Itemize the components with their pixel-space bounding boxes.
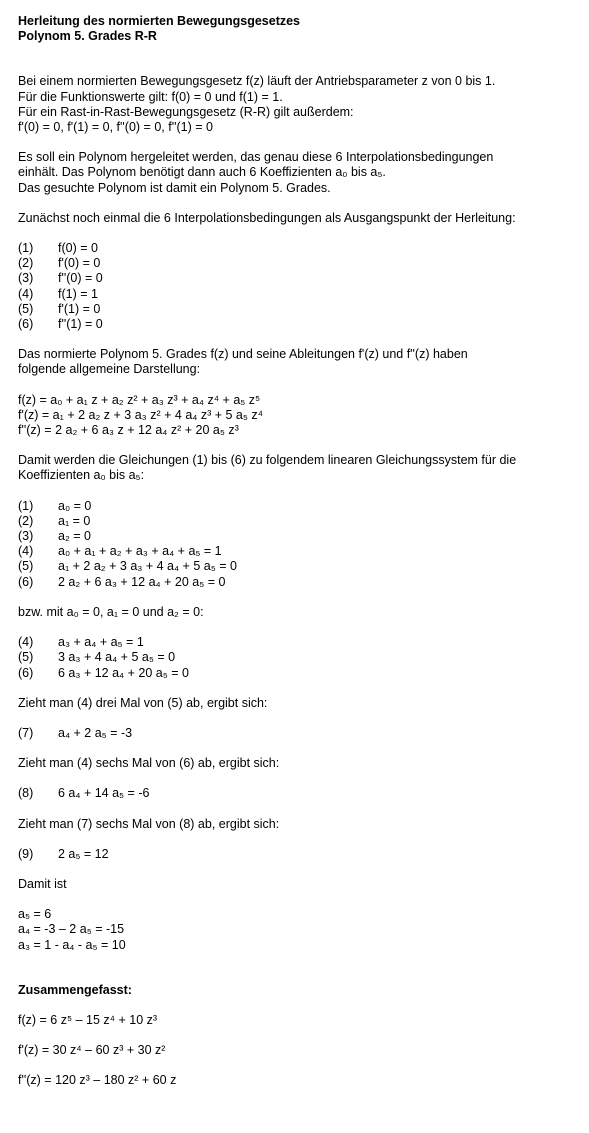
equation-number: (1): [18, 241, 34, 256]
equation-expression: f(0) = 0: [58, 241, 98, 256]
formula-f-prime: f'(z) = a₁ + 2 a₂ z + 3 a₃ z² + 4 a₄ z³ + 5 a₅ z⁴: [18, 407, 264, 422]
equation-row-7: [18, 726, 578, 741]
equation-expression: a₁ = 0: [58, 513, 91, 528]
equation-number: (7): [18, 725, 34, 740]
step-7-text: Zieht man (4) drei Mal von (5) ab, ergibt sich:: [18, 695, 268, 710]
title-line-2: Polynom 5. Grades R-R: [18, 29, 157, 44]
damit-text: Damit ist: [18, 876, 67, 891]
paragraph-line: Das gesuchte Polynom ist damit ein Polynom 5. Grades.: [18, 180, 331, 195]
result-a4: a₄ = -3 – 2 a₅ = -15: [18, 922, 125, 937]
equation-number: (5): [18, 301, 34, 316]
paragraph-line: folgende allgemeine Darstellung:: [18, 362, 201, 377]
paragraph-line: einhält. Das Polynom benötigt dann auch 6 Koeffizienten a₀ bis a₅.: [18, 165, 386, 180]
summary-f-double-prime: f''(z) = 120 z³ – 180 z² + 60 z: [18, 1073, 177, 1088]
result-a3: a₃ = 1 - a₄ - a₅ = 10: [18, 937, 126, 952]
summary-title: Zusammengefasst:: [18, 982, 132, 997]
equation-row-8: [18, 786, 578, 801]
equation-row: [18, 271, 578, 286]
equation-expression: a₁ + 2 a₂ + 3 a₃ + 4 a₄ + 5 a₅ = 0: [58, 559, 237, 574]
equation-number: (2): [18, 513, 34, 528]
summary-formulas: [18, 1013, 578, 1089]
equation-row: [18, 666, 578, 681]
summary-f: f(z) = 6 z⁵ – 15 z⁴ + 10 z³: [18, 1012, 158, 1027]
equation-expression: 6 a₄ + 14 a₅ = -6: [58, 786, 150, 801]
equation-number: (4): [18, 635, 34, 650]
intro-line: Bei einem normierten Bewegungsgesetz f(z) läuft der Antriebsparameter z von 0 bis 1.: [18, 74, 496, 89]
conditions-intro: Zunächst noch einmal die 6 Interpolationsbedingungen als Ausgangspunkt der Herleitung:: [18, 210, 516, 225]
equation-expression: a₂ = 0: [58, 529, 92, 544]
equation-row: [18, 256, 578, 271]
equation-row: [18, 575, 578, 590]
equation-row: [18, 317, 578, 332]
equation-number: (4): [18, 286, 34, 301]
summary-f-prime: f'(z) = 30 z⁴ – 60 z³ + 30 z²: [18, 1043, 166, 1058]
equation-expression: f(1) = 1: [58, 286, 98, 301]
equation-number: (6): [18, 665, 34, 680]
formula-f-double-prime: f''(z) = 2 a₂ + 6 a₃ z + 12 a₄ z² + 20 a₅ z³: [18, 423, 239, 438]
equation-row: [18, 302, 578, 317]
equation-number: (8): [18, 786, 34, 801]
equation-expression: f'(0) = 0: [58, 256, 101, 271]
equation-expression: 6 a₃ + 12 a₄ + 20 a₅ = 0: [58, 665, 189, 680]
reduced-system: [18, 635, 578, 681]
step-9-text: Zieht man (7) sechs Mal von (8) ab, ergibt sich:: [18, 816, 280, 831]
document-page: [18, 14, 578, 1104]
equation-expression: f'(1) = 0: [58, 301, 101, 316]
equation-number: (6): [18, 317, 34, 332]
paragraph-line: Es soll ein Polynom hergeleitet werden, das genau diese 6 Interpolationsbedingungen: [18, 150, 494, 165]
equation-number: (2): [18, 256, 34, 271]
paragraph-line: Koeffizienten a₀ bis a₅:: [18, 468, 145, 483]
conditions-list: [18, 241, 578, 332]
formula-f: f(z) = a₀ + a₁ z + a₂ z² + a₃ z³ + a₄ z⁴ + a₅ z⁵: [18, 392, 261, 407]
equation-expression: a₄ + 2 a₅ = -3: [58, 725, 133, 740]
title-line-1: Herleitung des normierten Bewegungsgesetzes: [18, 14, 301, 28]
equation-expression: a₃ + a₄ + a₅ = 1: [58, 635, 144, 650]
equation-expression: f''(0) = 0: [58, 271, 103, 286]
paragraph-line: Damit werden die Gleichungen (1) bis (6) zu folgendem linearen Gleichungssystem für die: [18, 453, 517, 468]
equation-number: (1): [18, 498, 34, 513]
equation-number: (9): [18, 846, 34, 861]
equation-number: (6): [18, 574, 34, 589]
equation-row: [18, 529, 578, 544]
intro-paragraph: [18, 74, 578, 135]
general-form-formulas: [18, 393, 578, 439]
equation-row: [18, 635, 578, 650]
equation-row: [18, 650, 578, 665]
equation-expression: 3 a₃ + 4 a₄ + 5 a₅ = 0: [58, 650, 176, 665]
intro-line: Für die Funktionswerte gilt: f(0) = 0 und f(1) = 1.: [18, 89, 283, 104]
equation-row: [18, 514, 578, 529]
equation-number: (5): [18, 559, 34, 574]
equation-row: [18, 544, 578, 559]
equation-expression: a₀ + a₁ + a₂ + a₃ + a₄ + a₅ = 1: [58, 544, 222, 559]
system-paragraph: [18, 453, 578, 483]
equation-number: (3): [18, 529, 34, 544]
equation-row-9: [18, 847, 578, 862]
paragraph-line: Das normierte Polynom 5. Grades f(z) und seine Ableitungen f'(z) und f''(z) haben: [18, 347, 468, 362]
equation-row: [18, 499, 578, 514]
intro-line: Für ein Rast-in-Rast-Bewegungsgesetz (R-R) gilt außerdem:: [18, 104, 354, 119]
general-form-paragraph: [18, 347, 578, 377]
intro-line: f'(0) = 0, f'(1) = 0, f''(0) = 0, f''(1) = 0: [18, 120, 213, 135]
substitution-text: bzw. mit a₀ = 0, a₁ = 0 und a₂ = 0:: [18, 604, 204, 619]
equation-expression: 2 a₅ = 12: [58, 846, 109, 861]
equation-row: [18, 241, 578, 256]
equation-expression: f''(1) = 0: [58, 317, 103, 332]
polynomial-paragraph: [18, 150, 578, 196]
equation-system: [18, 499, 578, 590]
results: [18, 907, 578, 953]
step-8-text: Zieht man (4) sechs Mal von (6) ab, ergibt sich:: [18, 756, 280, 771]
equation-expression: 2 a₂ + 6 a₃ + 12 a₄ + 20 a₅ = 0: [58, 574, 226, 589]
equation-number: (5): [18, 650, 34, 665]
result-a5: a₅ = 6: [18, 907, 52, 922]
equation-number: (3): [18, 271, 34, 286]
equation-number: (4): [18, 544, 34, 559]
equation-row: [18, 287, 578, 302]
equation-row: [18, 559, 578, 574]
equation-expression: a₀ = 0: [58, 498, 92, 513]
